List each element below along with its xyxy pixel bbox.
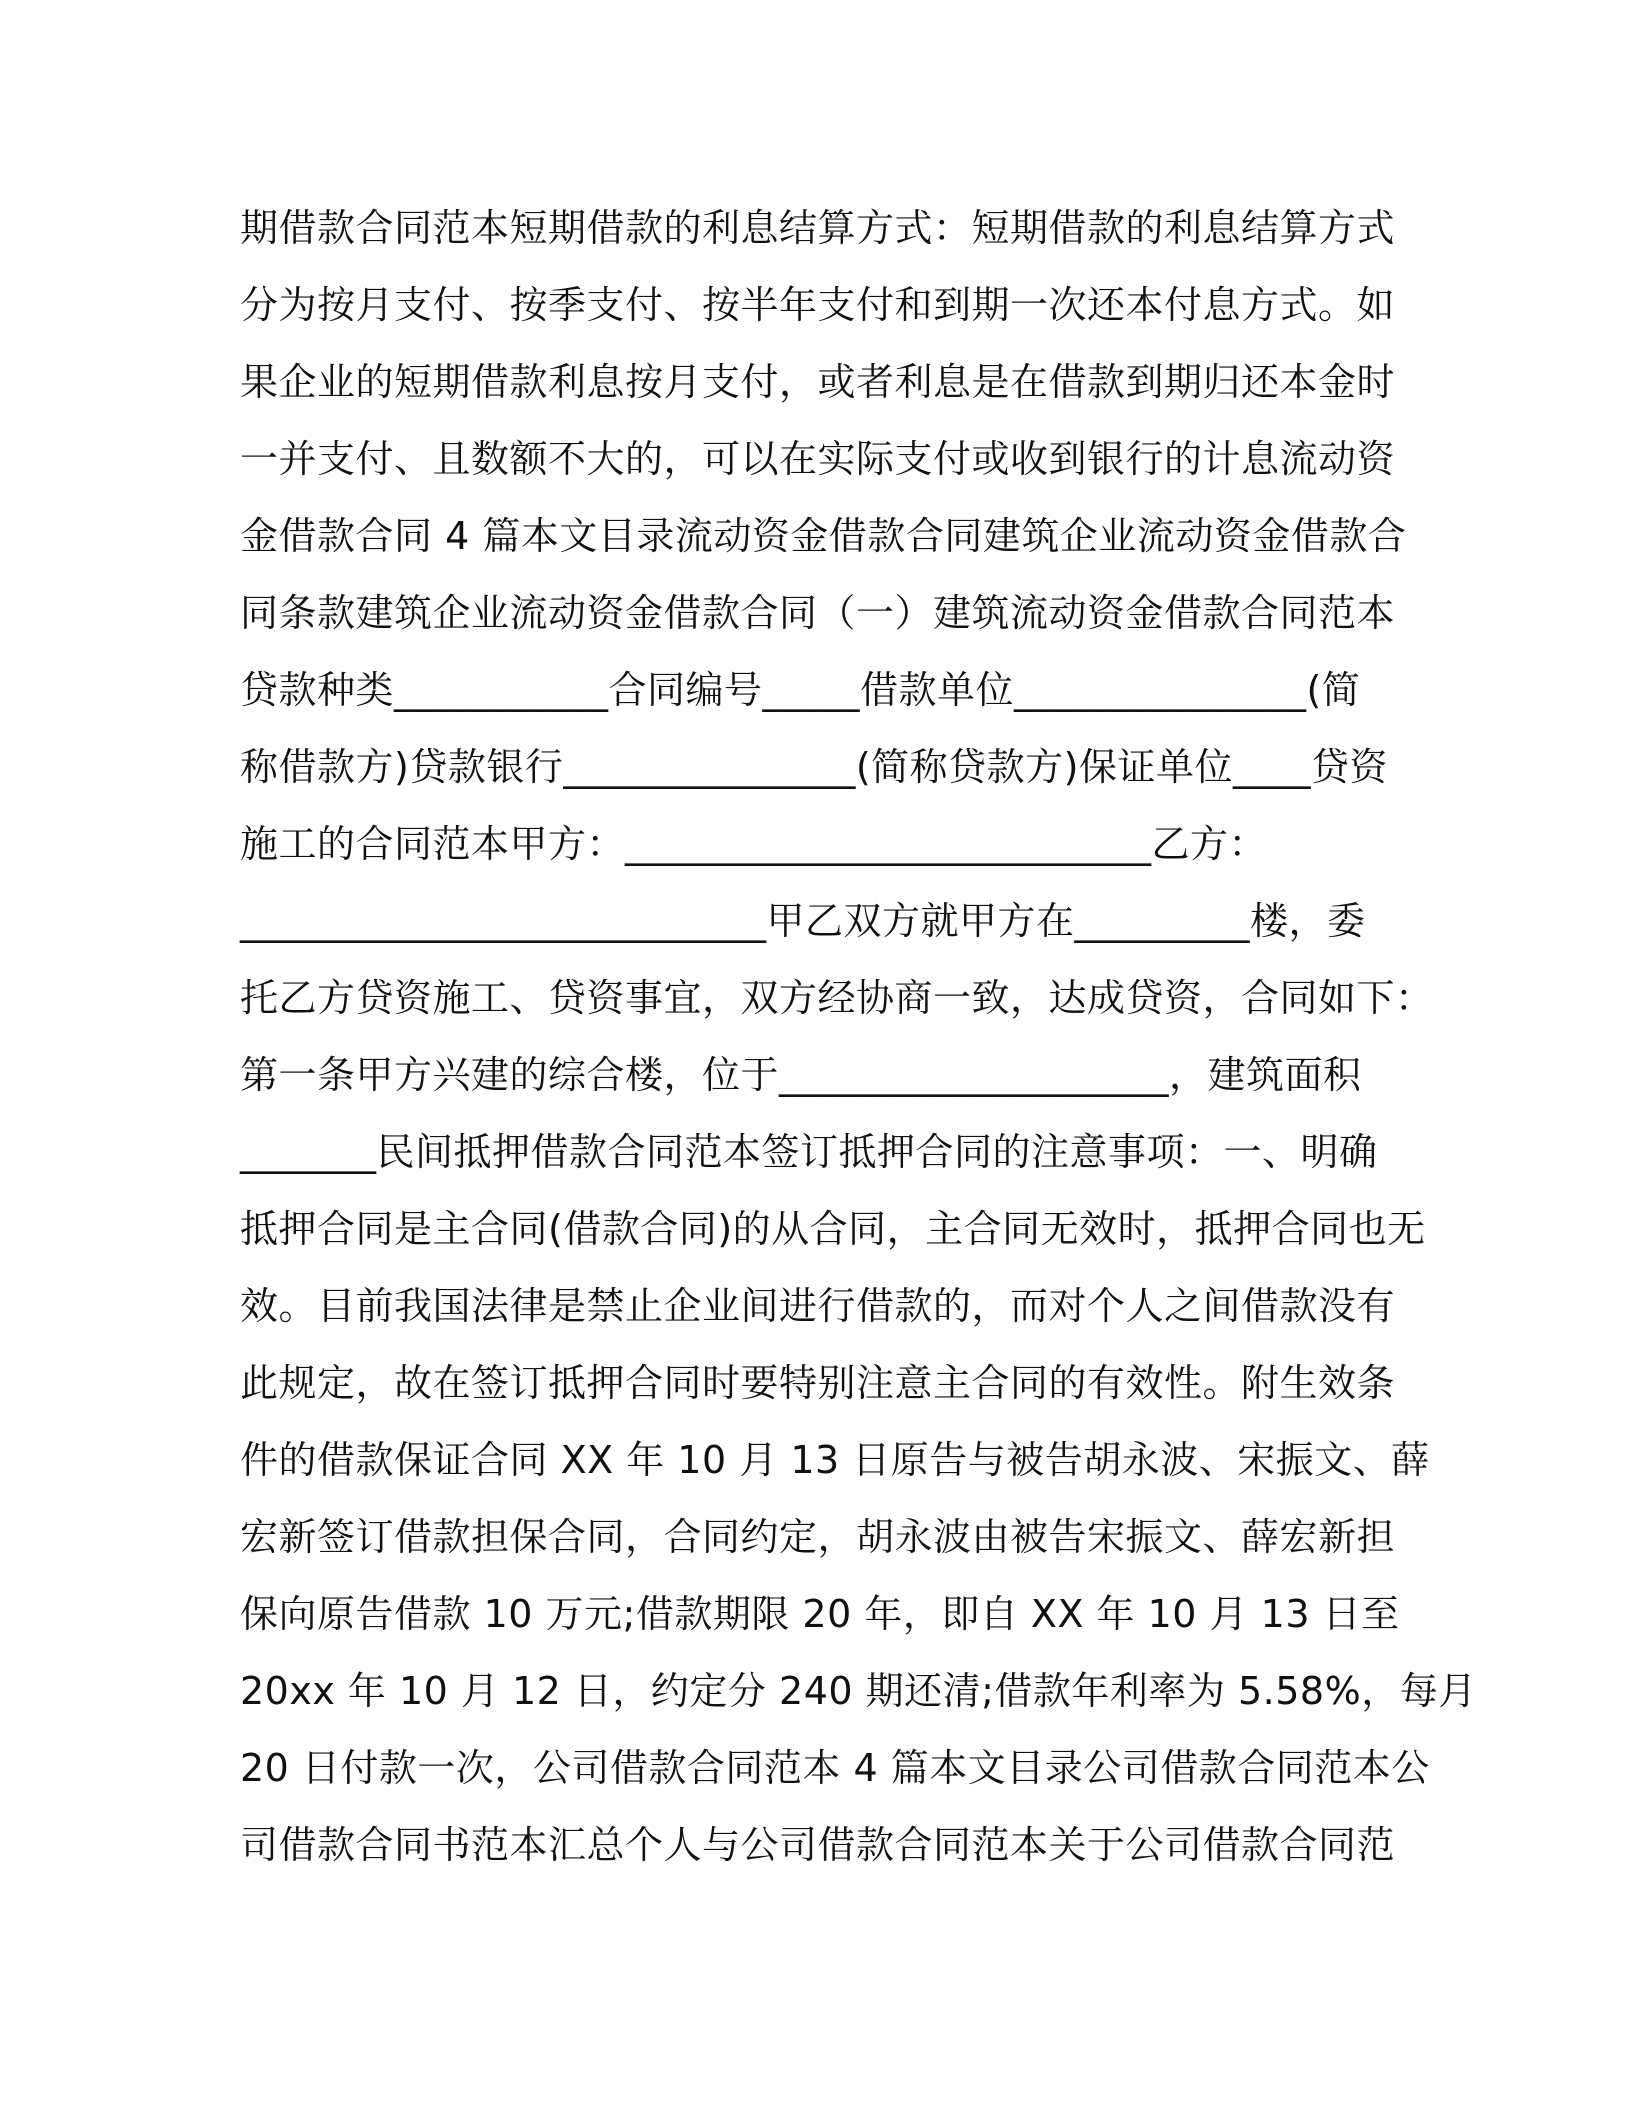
text-line: 效。目前我国法律是禁止企业间进行借款的，而对个人之间借款没有 [240, 1284, 1396, 1328]
text-line: 宏新签订借款担保合同，合同约定，胡永波由被告宋振文、薛宏新担 [240, 1515, 1396, 1559]
text-line: 件的借款保证合同 XX 年 10 月 13 日原告与被告胡永波、宋振文、薛 [240, 1438, 1430, 1482]
text-line: ___________________________甲乙双方就甲方在_________楼，委 [240, 899, 1366, 943]
text-line: 托乙方贷资施工、贷资事宜，双方经协商一致，达成贷资，合同如下： [240, 976, 1434, 1020]
text-line: 分为按月支付、按季支付、按半年支付和到期一次还本付息方式。如 [240, 283, 1396, 327]
text-line: 保向原告借款 10 万元;借款期限 20 年，即自 XX 年 10 月 13 日至 [240, 1592, 1400, 1636]
text-line: 金借款合同 4 篇本文目录流动资金借款合同建筑企业流动资金借款合 [240, 514, 1407, 558]
text-line: 期借款合同范本短期借款的利息结算方式：短期借款的利息结算方式 [240, 206, 1396, 250]
text-line: 果企业的短期借款利息按月支付，或者利息是在借款到期归还本金时 [240, 360, 1396, 404]
text-line: 第一条甲方兴建的综合楼，位于____________________，建筑面积 [240, 1053, 1362, 1097]
text-line: 同条款建筑企业流动资金借款合同（一）建筑流动资金借款合同范本 [240, 591, 1396, 635]
text-line: 一并支付、且数额不大的，可以在实际支付或收到银行的计息流动资 [240, 437, 1396, 481]
text-line: 施工的合同范本甲方：___________________________乙方： [240, 822, 1268, 866]
text-line: 此规定，故在签订抵押合同时要特别注意主合同的有效性。附生效条 [240, 1361, 1396, 1405]
text-line: 20 日付款一次，公司借款合同范本 4 篇本文目录公司借款合同范本公 [240, 1746, 1430, 1790]
text-line: 抵押合同是主合同(借款合同)的从合同，主合同无效时，抵押合同也无 [240, 1207, 1426, 1251]
text-line: 称借款方)贷款银行_______________(简称贷款方)保证单位____贷资 [240, 745, 1388, 789]
text-line: 司借款合同书范本汇总个人与公司借款合同范本关于公司借款合同范 [240, 1823, 1396, 1867]
text-line: _______民间抵押借款合同范本签订抵押合同的注意事项：一、明确 [240, 1130, 1378, 1174]
text-line: 20xx 年 10 月 12 日，约定分 240 期还清;借款年利率为 5.58%，每月 [240, 1669, 1477, 1713]
body-text [240, 190, 1477, 1884]
text-line: 贷款种类___________合同编号_____借款单位_______________(简 [240, 668, 1361, 712]
